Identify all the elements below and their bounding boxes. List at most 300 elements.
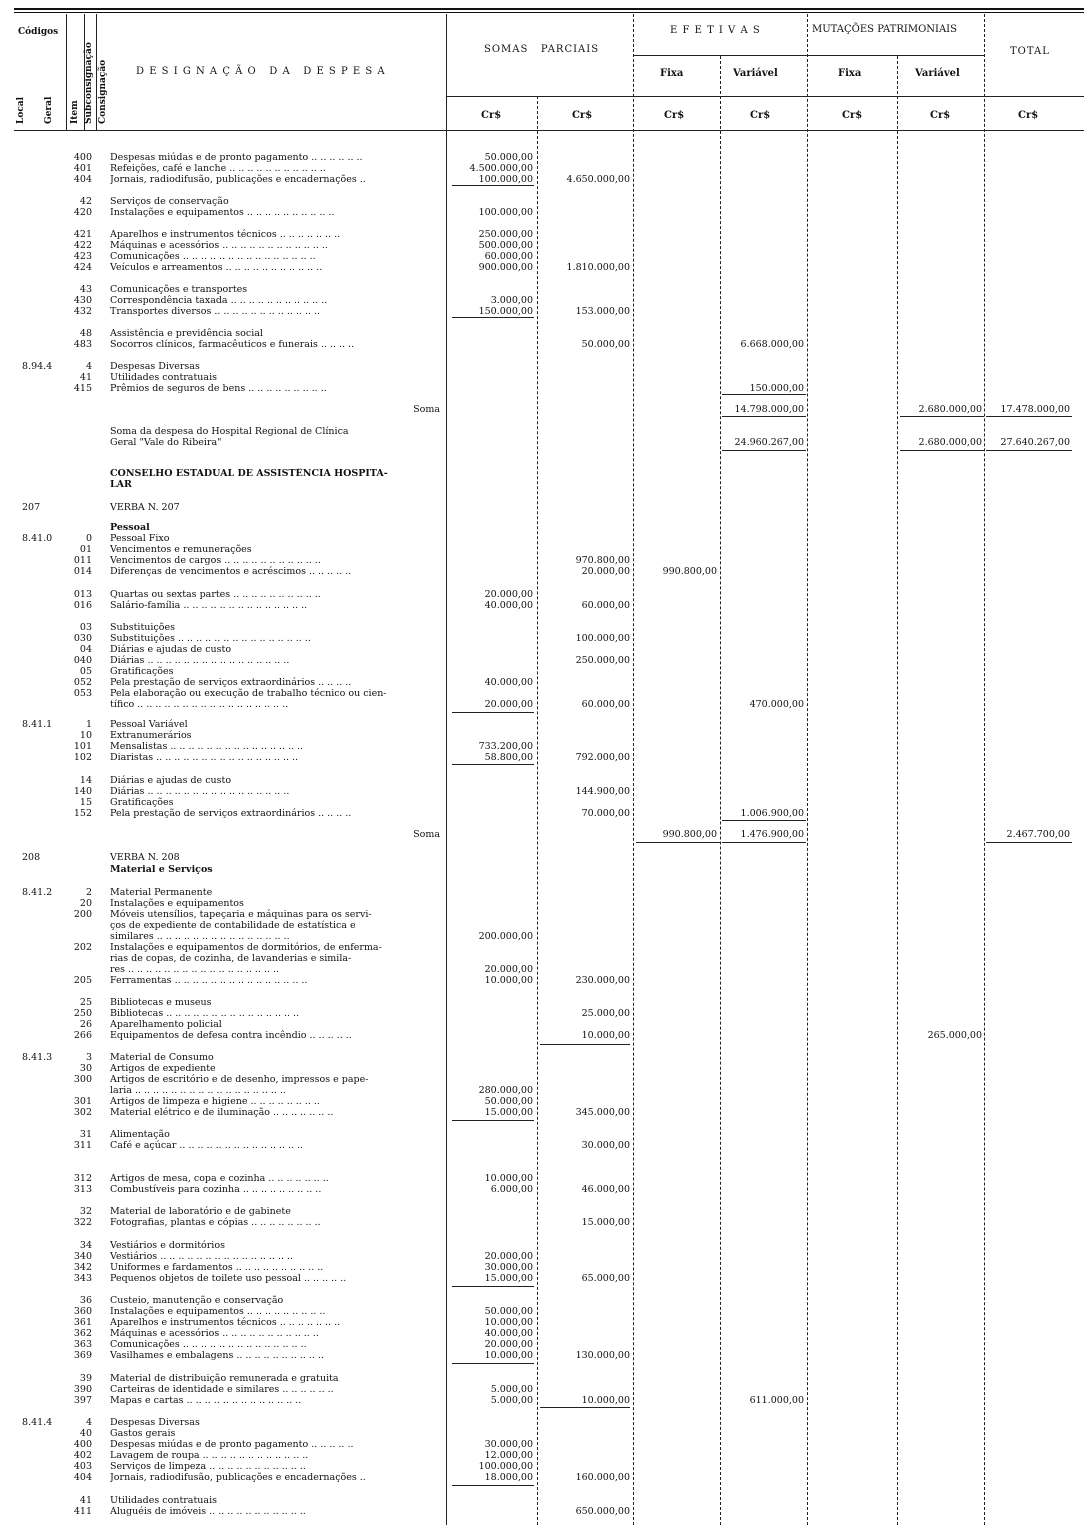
- table-row: [0, 328, 1090, 339]
- table-row: [0, 852, 1090, 863]
- soma-parcial-1: 5.000,00: [490, 1395, 533, 1406]
- soma-parcial-2: 10.000,00: [581, 1030, 630, 1041]
- designacao: Fotografias, plantas e cópias .. .. .. .. .. .. .. ..: [110, 1217, 321, 1228]
- soma-parcial-1: 10.000,00: [484, 1173, 533, 1184]
- header-item: Item: [70, 100, 80, 124]
- subtotal-rule: [452, 1363, 534, 1364]
- designacao: Material de Consumo: [110, 1052, 214, 1063]
- table-row: [0, 1251, 1090, 1262]
- designacao: Carteiras de identidade e similares .. .. .. .. .. ..: [110, 1384, 334, 1395]
- item-code: 25: [79, 997, 92, 1008]
- header-currency-mfixa: Cr$: [842, 110, 863, 121]
- designacao: Artigos de escritório e de desenho, impressos e pape-: [110, 1074, 369, 1085]
- designacao: Pessoal Variável: [110, 719, 188, 730]
- designacao: Aparelhos e instrumentos técnicos .. .. .. .. .. .. ..: [110, 229, 341, 240]
- item-code: 41: [79, 372, 92, 383]
- designacao: Correspondência taxada .. .. .. .. .. .. .. .. .. .. ..: [110, 295, 328, 306]
- item-code: 1: [85, 719, 92, 730]
- table-row: [0, 372, 1090, 383]
- soma-parcial-1: 250.000,00: [478, 229, 533, 240]
- designacao: VERBA N. 208: [110, 852, 180, 863]
- designacao: Extranumerários: [110, 730, 192, 741]
- table-row: [0, 361, 1090, 372]
- designacao: Veículos e arreamentos .. .. .. .. .. .. .. .. .. .. ..: [110, 262, 323, 273]
- header-variavel: Variável: [733, 68, 778, 79]
- soma-parcial-1: 40.000,00: [484, 1328, 533, 1339]
- soma-parcial-2: 650.000,00: [575, 1506, 630, 1517]
- table-row: [0, 1030, 1090, 1041]
- soma-parcial-1: 3.000,00: [490, 295, 533, 306]
- designacao: Substituições: [110, 622, 175, 633]
- table-row: [0, 404, 1090, 415]
- item-code: 3: [85, 1052, 92, 1063]
- soma-parcial-2: 46.000,00: [581, 1184, 630, 1195]
- designacao: similares .. .. .. .. .. .. .. .. .. .. .. .. .. .. ..: [110, 931, 290, 942]
- table-row: [0, 752, 1090, 763]
- soma-parcial-1: 50.000,00: [484, 152, 533, 163]
- subtotal-rule: [452, 1485, 534, 1486]
- table-row: [0, 741, 1090, 752]
- soma-parcial-1: 20.000,00: [484, 699, 533, 710]
- header-top-rule: [14, 8, 1084, 10]
- designacao: Socorros clínicos, farmacêuticos e funerais .. .. .. ..: [110, 339, 355, 350]
- designacao: Soma: [413, 404, 440, 415]
- table-row: [0, 1317, 1090, 1328]
- table-row: [0, 1074, 1090, 1085]
- designacao: Instalações e equipamentos .. .. .. .. .. .. .. .. .. ..: [110, 207, 335, 218]
- designacao: rias de copas, de cozinha, de lavanderias e simila-: [110, 953, 352, 964]
- designacao: Pequenos objetos de toilete uso pessoal .. .. .. .. ..: [110, 1273, 347, 1284]
- item-code: 401: [73, 163, 92, 174]
- efetiva-variavel: 611.000,00: [749, 1395, 804, 1406]
- table-row: [0, 426, 1090, 437]
- item-code: 43: [79, 284, 92, 295]
- soma-parcial-1: 20.000,00: [484, 1251, 533, 1262]
- designacao: Salário-família .. .. .. .. .. .. .. .. .. .. .. .. .. ..: [110, 600, 308, 611]
- col-sep: [66, 14, 67, 130]
- soma-parcial-1: 4.500.000,00: [469, 163, 533, 174]
- mutacao-variavel: 2.680.000,00: [918, 437, 982, 448]
- designacao: Vencimentos de cargos .. .. .. .. .. .. .. .. .. .. ..: [110, 555, 321, 566]
- efetiva-variavel: 470.000,00: [749, 699, 804, 710]
- table-row: [0, 786, 1090, 797]
- table-row: [0, 622, 1090, 633]
- item-code: 302: [73, 1107, 92, 1118]
- header-currency-s1: Cr$: [481, 110, 502, 121]
- item-code: 343: [73, 1273, 92, 1284]
- table-row: [0, 864, 1090, 875]
- item-code: 400: [73, 1439, 92, 1450]
- total: 27.640.267,00: [1000, 437, 1070, 448]
- header-somas-parciais: SOMAS PARCIAIS: [484, 44, 600, 55]
- subtotal-rule: [540, 1407, 630, 1408]
- item-code: 483: [73, 339, 92, 350]
- designacao: Comunicações .. .. .. .. .. .. .. .. .. .. .. .. .. .. ..: [110, 251, 316, 262]
- soma-parcial-1: 20.000,00: [484, 589, 533, 600]
- efetiva-variavel: 14.798.000,00: [734, 404, 804, 415]
- table-row: [0, 555, 1090, 566]
- header-efetivas: E F E T I V A S: [670, 25, 761, 36]
- soma-parcial-2: 153.000,00: [575, 306, 630, 317]
- designacao: CONSELHO ESTADUAL DE ASSISTÊNCIA HOSPITA-: [110, 468, 388, 479]
- item-code: 4: [85, 361, 92, 372]
- local-code: 8.41.1: [22, 719, 53, 730]
- item-code: 322: [73, 1217, 92, 1228]
- soma-parcial-1: 100.000,00: [478, 207, 533, 218]
- soma-parcial-2: 15.000,00: [581, 1217, 630, 1228]
- header-fixa-mut: Fixa: [838, 68, 862, 79]
- header-fixa: Fixa: [660, 68, 684, 79]
- soma-parcial-1: 200.000,00: [478, 931, 533, 942]
- table-row: [0, 262, 1090, 273]
- soma-parcial-1: 150.000,00: [478, 306, 533, 317]
- item-code: 421: [73, 229, 92, 240]
- designacao: LAR: [110, 479, 132, 490]
- item-code: 363: [73, 1339, 92, 1350]
- soma-parcial-1: 733.200,00: [478, 741, 533, 752]
- soma-parcial-2: 25.000,00: [581, 1008, 630, 1019]
- table-row: [0, 719, 1090, 730]
- table-row: [0, 1439, 1090, 1450]
- designacao: Gratificações: [110, 797, 174, 808]
- efetiva-variavel: 24.960.267,00: [734, 437, 804, 448]
- table-row: [0, 1052, 1090, 1063]
- item-code: 424: [73, 262, 92, 273]
- item-code: 39: [79, 1373, 92, 1384]
- header-codigos: Códigos: [18, 27, 59, 37]
- item-code: 313: [73, 1184, 92, 1195]
- soma-parcial-1: 10.000,00: [484, 1350, 533, 1361]
- subtotal-rule: [900, 450, 984, 451]
- efetiva-variavel: 1.006.900,00: [740, 808, 804, 819]
- efetivas-rule: [633, 55, 807, 56]
- designacao: Pessoal: [110, 522, 150, 533]
- soma-parcial-2: 345.000,00: [575, 1107, 630, 1118]
- soma-parcial-1: 30.000,00: [484, 1439, 533, 1450]
- item-code: 14: [79, 775, 92, 786]
- table-row: [0, 229, 1090, 240]
- header-bottom-rule: [14, 130, 1084, 131]
- table-row: [0, 975, 1090, 986]
- table-row: [0, 1384, 1090, 1395]
- designacao: Diferenças de vencimentos e acréscimos .. .. .. .. ..: [110, 566, 352, 577]
- designacao: Despesas miúdas e de pronto pagamento .. .. .. .. .. ..: [110, 152, 363, 163]
- designacao: Prêmios de seguros de bens .. .. .. .. .. .. .. .. ..: [110, 383, 327, 394]
- table-row: [0, 666, 1090, 677]
- subtotal-rule: [722, 416, 806, 417]
- subtotal-rule: [452, 185, 534, 186]
- designacao: Jornais, radiodifusão, publicações e encadernações ..: [110, 174, 366, 185]
- header-consignacao: Consignação: [98, 59, 108, 124]
- subtotal-rule: [722, 394, 806, 395]
- item-code: 301: [73, 1096, 92, 1107]
- designacao: Pela elaboração ou execução de trabalho técnico ou cien-: [110, 688, 387, 699]
- item-code: 312: [73, 1173, 92, 1184]
- designacao: ços de expediente de contabilidade de estatística e: [110, 920, 356, 931]
- soma-parcial-2: 30.000,00: [581, 1140, 630, 1151]
- item-code: 48: [79, 328, 92, 339]
- designacao: Lavagem de roupa .. .. .. .. .. .. .. .. .. .. .. ..: [110, 1450, 309, 1461]
- designacao: Diaristas .. .. .. .. .. .. .. .. .. .. .. .. .. .. .. ..: [110, 752, 299, 763]
- header-geral: Geral: [44, 96, 54, 124]
- item-code: 205: [73, 975, 92, 986]
- soma-parcial-2: 144.900,00: [575, 786, 630, 797]
- table-row: [0, 931, 1090, 942]
- designacao: Custeio, manutenção e conservação: [110, 1295, 284, 1306]
- designacao: Assistência e previdência social: [110, 328, 263, 339]
- soma-parcial-2: 65.000,00: [581, 1273, 630, 1284]
- item-code: 34: [79, 1240, 92, 1251]
- table-row: [0, 479, 1090, 490]
- designacao: Material Permanente: [110, 887, 213, 898]
- header-currency-total: Cr$: [1018, 110, 1039, 121]
- item-code: 40: [79, 1428, 92, 1439]
- currency-rule: [446, 96, 1084, 97]
- table-row: [0, 1350, 1090, 1361]
- header-designacao: D E S I G N A Ç Ã O D A D E S P E S A: [136, 66, 386, 77]
- designacao: Material elétrico e de iluminação .. .. .. .. .. .. ..: [110, 1107, 334, 1118]
- table-row: [0, 1339, 1090, 1350]
- table-row: [0, 589, 1090, 600]
- local-code: 8.41.4: [22, 1417, 53, 1428]
- total: 17.478.000,00: [1000, 404, 1070, 415]
- item-code: 362: [73, 1328, 92, 1339]
- designacao: Substituições .. .. .. .. .. .. .. .. .. .. .. .. .. .. ..: [110, 633, 311, 644]
- designacao: Combustíveis para cozinha .. .. .. .. .. .. .. .. ..: [110, 1184, 322, 1195]
- soma-parcial-1: 12.000,00: [484, 1450, 533, 1461]
- item-code: 016: [73, 600, 92, 611]
- table-row: [0, 295, 1090, 306]
- local-code: 8.41.0: [22, 533, 53, 544]
- designacao: Serviços de limpeza .. .. .. .. .. .. .. .. .. .. ..: [110, 1461, 306, 1472]
- item-code: 400: [73, 152, 92, 163]
- header-currency-var: Cr$: [750, 110, 771, 121]
- item-code: 15: [79, 797, 92, 808]
- designacao: Comunicações e transportes: [110, 284, 248, 295]
- table-row: [0, 699, 1090, 710]
- subtotal-rule: [722, 820, 806, 821]
- designacao: Vestiários .. .. .. .. .. .. .. .. .. .. .. .. .. .. ..: [110, 1251, 294, 1262]
- designacao: Artigos de mesa, copa e cozinha .. .. .. .. .. .. ..: [110, 1173, 329, 1184]
- item-code: 342: [73, 1262, 92, 1273]
- local-code: 8.41.3: [22, 1052, 53, 1063]
- designacao: Mensalistas .. .. .. .. .. .. .. .. .. .. .. .. .. .. ..: [110, 741, 304, 752]
- item-code: 030: [73, 633, 92, 644]
- table-row: [0, 808, 1090, 819]
- table-row: [0, 1428, 1090, 1439]
- table-row: [0, 240, 1090, 251]
- soma-parcial-1: 18.000,00: [484, 1472, 533, 1483]
- subtotal-rule: [540, 1044, 630, 1045]
- table-row: [0, 1417, 1090, 1428]
- item-code: 101: [73, 741, 92, 752]
- subtotal-rule: [986, 416, 1072, 417]
- designacao: Material de laboratório e de gabinete: [110, 1206, 291, 1217]
- soma-parcial-2: 20.000,00: [581, 566, 630, 577]
- soma-parcial-2: 250.000,00: [575, 655, 630, 666]
- soma-parcial-2: 230.000,00: [575, 975, 630, 986]
- item-code: 31: [79, 1129, 92, 1140]
- item-code: 040: [73, 655, 92, 666]
- table-row: [0, 339, 1090, 350]
- item-code: 397: [73, 1395, 92, 1406]
- designacao: Jornais, radiodifusão, publicações e encadernações ..: [110, 1472, 366, 1483]
- efetiva-variavel: 1.476.900,00: [740, 829, 804, 840]
- designacao: Instalações e equipamentos .. .. .. .. .. .. .. .. ..: [110, 1306, 326, 1317]
- designacao: Material de distribuição remunerada e gratuita: [110, 1373, 339, 1384]
- header-currency-s2: Cr$: [572, 110, 593, 121]
- item-code: 402: [73, 1450, 92, 1461]
- item-code: 30: [79, 1063, 92, 1074]
- item-code: 250: [73, 1008, 92, 1019]
- item-code: 390: [73, 1384, 92, 1395]
- item-code: 26: [79, 1019, 92, 1030]
- table-row: [0, 964, 1090, 975]
- table-row: [0, 1306, 1090, 1317]
- table-row: [0, 1240, 1090, 1251]
- header-total: TOTAL: [1010, 46, 1050, 57]
- local-code: 207: [22, 502, 41, 513]
- designacao: Artigos de limpeza e higiene .. .. .. .. .. .. .. ..: [110, 1096, 320, 1107]
- designacao: Ferramentas .. .. .. .. .. .. .. .. .. .. .. .. .. .. ..: [110, 975, 308, 986]
- local-code: 8.41.2: [22, 887, 53, 898]
- table-row: [0, 174, 1090, 185]
- table-row: [0, 898, 1090, 909]
- table-row: [0, 829, 1090, 840]
- soma-parcial-2: 160.000,00: [575, 1472, 630, 1483]
- soma-parcial-1: 10.000,00: [484, 975, 533, 986]
- soma-parcial-2: 70.000,00: [581, 808, 630, 819]
- designacao: Uniformes e fardamentos .. .. .. .. .. .. .. .. .. ..: [110, 1262, 324, 1273]
- table-row: [0, 1373, 1090, 1384]
- local-code: 8.94.4: [22, 361, 53, 372]
- designacao: Serviços de conservação: [110, 196, 229, 207]
- item-code: 20: [79, 898, 92, 909]
- designacao: Diárias e ajudas de custo: [110, 775, 232, 786]
- soma-parcial-2: 792.000,00: [575, 752, 630, 763]
- table-row: [0, 909, 1090, 920]
- soma-parcial-1: 5.000,00: [490, 1384, 533, 1395]
- table-row: [0, 1295, 1090, 1306]
- soma-parcial-1: 40.000,00: [484, 677, 533, 688]
- item-code: 41: [79, 1495, 92, 1506]
- soma-parcial-1: 500.000,00: [478, 240, 533, 251]
- soma-parcial-2: 100.000,00: [575, 633, 630, 644]
- item-code: 32: [79, 1206, 92, 1217]
- soma-parcial-1: 100.000,00: [478, 1461, 533, 1472]
- designacao: Vasilhames e embalagens .. .. .. .. .. .. .. .. .. ..: [110, 1350, 324, 1361]
- item-code: 404: [73, 174, 92, 185]
- soma-parcial-1: 6.000,00: [490, 1184, 533, 1195]
- efetiva-fixa: 990.800,00: [662, 829, 717, 840]
- header-currency-fixa: Cr$: [664, 110, 685, 121]
- soma-parcial-2: 60.000,00: [581, 600, 630, 611]
- item-code: 423: [73, 251, 92, 262]
- item-code: 430: [73, 295, 92, 306]
- soma-parcial-1: 58.800,00: [484, 752, 533, 763]
- item-code: 422: [73, 240, 92, 251]
- soma-parcial-1: 20.000,00: [484, 964, 533, 975]
- item-code: 300: [73, 1074, 92, 1085]
- col-sep: [96, 14, 97, 130]
- subtotal-rule: [452, 1286, 534, 1287]
- table-row: [0, 1450, 1090, 1461]
- designacao: Pela prestação de serviços extraordinários .. .. .. ..: [110, 677, 352, 688]
- item-code: 311: [73, 1140, 92, 1151]
- designacao: Soma da despesa do Hospital Regional de Clínica: [110, 426, 349, 437]
- designacao: Alimentação: [110, 1129, 170, 1140]
- designacao: Diárias .. .. .. .. .. .. .. .. .. .. .. .. .. .. .. ..: [110, 786, 290, 797]
- designacao: Pessoal Fixo: [110, 533, 170, 544]
- designacao: Vencimentos e remunerações: [110, 544, 252, 555]
- designacao: Bibliotecas .. .. .. .. .. .. .. .. .. .. .. .. .. .. ..: [110, 1008, 300, 1019]
- table-row: [0, 655, 1090, 666]
- table-row: [0, 1461, 1090, 1472]
- mutacao-variavel: 265.000,00: [927, 1030, 982, 1041]
- designacao: Equipamentos de defesa contra incêndio .. .. .. .. ..: [110, 1030, 352, 1041]
- soma-parcial-1: 15.000,00: [484, 1107, 533, 1118]
- subtotal-rule: [452, 764, 534, 765]
- table-row: [0, 1206, 1090, 1217]
- total: 2.467.700,00: [1006, 829, 1070, 840]
- soma-parcial-1: 60.000,00: [484, 251, 533, 262]
- table-row: [0, 1262, 1090, 1273]
- designacao: Máquinas e acessórios .. .. .. .. .. .. .. .. .. .. ..: [110, 1328, 319, 1339]
- designacao: Bibliotecas e museus: [110, 997, 212, 1008]
- table-row: [0, 644, 1090, 655]
- local-code: 208: [22, 852, 41, 863]
- designacao: Aluguéis de imóveis .. .. .. .. .. .. .. .. .. .. ..: [110, 1506, 306, 1517]
- item-code: 152: [73, 808, 92, 819]
- item-code: 42: [79, 196, 92, 207]
- item-code: 415: [73, 383, 92, 394]
- designacao: Soma: [413, 829, 440, 840]
- subtotal-rule: [986, 842, 1072, 843]
- table-row: [0, 887, 1090, 898]
- table-row: [0, 1096, 1090, 1107]
- header-currency-mvar: Cr$: [930, 110, 951, 121]
- soma-parcial-2: 4.650.000,00: [566, 174, 630, 185]
- designacao: Transportes diversos .. .. .. .. .. .. .. .. .. .. .. ..: [110, 306, 321, 317]
- table-row: [0, 677, 1090, 688]
- table-row: [0, 953, 1090, 964]
- table-row: [0, 1129, 1090, 1140]
- soma-parcial-2: 970.800,00: [575, 555, 630, 566]
- header-subconsignacao: Subconsignação: [84, 42, 94, 124]
- table-row: [0, 437, 1090, 448]
- header-mutacoes: MUTAÇÕES PATRIMONIAIS: [812, 24, 957, 35]
- header-top-rule-2: [14, 12, 1084, 13]
- table-row: [0, 251, 1090, 262]
- designacao: Refeições, café e lanche .. .. .. .. .. .. .. .. .. .. ..: [110, 163, 326, 174]
- table-row: [0, 196, 1090, 207]
- item-code: 053: [73, 688, 92, 699]
- designacao: Quartas ou sextas partes .. .. .. .. .. .. .. .. .. ..: [110, 589, 321, 600]
- header-variavel-mut: Variável: [915, 68, 960, 79]
- item-code: 4: [85, 1417, 92, 1428]
- table-row: [0, 533, 1090, 544]
- soma-parcial-1: 30.000,00: [484, 1262, 533, 1273]
- soma-parcial-1: 900.000,00: [478, 262, 533, 273]
- soma-parcial-1: 280.000,00: [478, 1085, 533, 1096]
- designacao: Comunicações .. .. .. .. .. .. .. .. .. .. .. .. .. ..: [110, 1339, 307, 1350]
- table-row: [0, 1217, 1090, 1228]
- table-row: [0, 1506, 1090, 1517]
- table-row: [0, 1140, 1090, 1151]
- designacao: Pela prestação de serviços extraordinários .. .. .. ..: [110, 808, 352, 819]
- soma-parcial-1: 100.000,00: [478, 174, 533, 185]
- table-row: [0, 600, 1090, 611]
